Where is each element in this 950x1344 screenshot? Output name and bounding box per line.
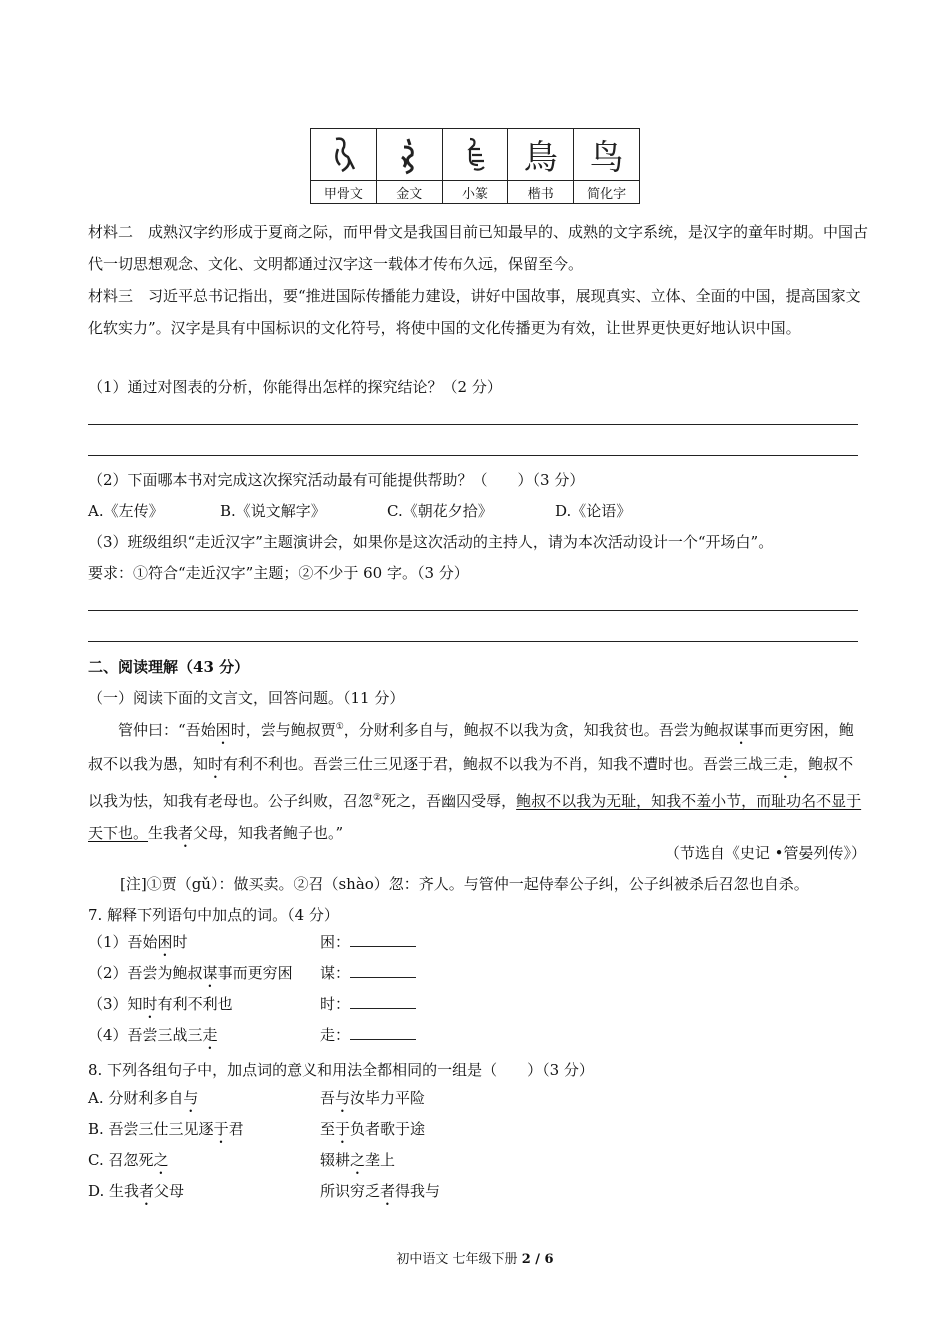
question-3-line1: （3）班级组织“走近汉字”主题演讲会，如果你是这次活动的主持人，请为本次活动设计一个“开场白”。 — [88, 533, 774, 551]
q7-answer[interactable]: 困： — [320, 932, 416, 952]
bronze-bird-glyph — [377, 129, 442, 180]
char-label: 甲骨文 — [311, 180, 376, 203]
question-1: （1）通过对图表的分析，你能得出怎样的探究结论？（2 分） — [88, 378, 502, 396]
question-2: （2）下面哪本书对完成这次探究活动最有可能提供帮助？（ ）（3 分） — [88, 471, 585, 489]
char-cell — [574, 129, 639, 203]
oracle-bone-bird-glyph — [311, 129, 376, 180]
underlined-sentence: 鲍叔不以我为无耻，知我不羞小节，而耻功名不显于天下也。 — [88, 792, 862, 842]
regular-script-bird-glyph: 鳥 — [523, 138, 558, 178]
q2-option-b[interactable]: B.《说文解字》 — [220, 502, 326, 520]
page-footer — [0, 1248, 950, 1267]
q8-option-b[interactable]: B. 吾尝三仕三见逐于君 — [88, 1120, 244, 1138]
answer-blank — [350, 994, 416, 1009]
seal-bird-glyph — [443, 129, 508, 180]
material-two: 材料二 成熟汉字约形成于夏商之际，而甲骨文是我国目前已知最早的、成熟的文字系统，是汉字的童年时期。中国古代一切思想观念、文化、文明都通过汉字这一载体才传布久远，保留至今。 — [88, 223, 869, 273]
char-label: 简化字 — [574, 180, 639, 203]
subsection-1-title: （一）阅读下面的文言文，回答问题。（11 分） — [88, 689, 405, 707]
q2-option-d[interactable]: D.《论语》 — [555, 502, 632, 520]
page-number: 2 / 6 — [521, 1252, 554, 1267]
q8-option-c-pair: 辍耕之垄上 — [320, 1151, 396, 1169]
annotation-note: [注]①贾（gǔ）：做买卖。②召（shào）忽：齐人。与管仲一起侍奉公子纠，公子纠被杀后召忽也自杀。 — [120, 875, 809, 893]
q8-option-a-pair: 吾与汝毕力平险 — [320, 1089, 426, 1107]
char-cell — [311, 129, 377, 203]
q7-item: （3）知时有利不利也 — [88, 995, 233, 1013]
answer-line[interactable] — [88, 610, 858, 611]
char-cell — [443, 129, 509, 203]
source-citation: （节选自《史记 •管晏列传》） — [664, 844, 866, 862]
char-label: 小篆 — [443, 180, 508, 203]
q2-option-c[interactable]: C.《朝花夕拾》 — [387, 502, 493, 520]
q7-item: （4）吾尝三战三走 — [88, 1026, 218, 1044]
answer-blank — [350, 932, 416, 947]
char-cell — [508, 129, 574, 203]
answer-line[interactable] — [88, 455, 858, 456]
char-label: 楷书 — [508, 180, 573, 203]
section-2-title: 二、阅读理解（43 分） — [88, 658, 250, 676]
q7-answer[interactable]: 谋： — [320, 963, 416, 983]
q8-option-d-pair: 所识穷乏者得我与 — [320, 1182, 441, 1200]
answer-line[interactable] — [88, 424, 858, 425]
answer-line[interactable] — [88, 641, 858, 642]
footer-title: 初中语文 七年级下册 — [396, 1252, 518, 1267]
answer-blank — [350, 1025, 416, 1040]
char-cell — [377, 129, 443, 203]
q8-option-b-pair: 至于负者歌于途 — [320, 1120, 426, 1138]
char-label: 金文 — [377, 180, 442, 203]
simplified-bird-glyph: 鸟 — [589, 138, 624, 178]
q8-option-a[interactable]: A. 分财利多自与 — [88, 1089, 199, 1107]
question-8-title: 8. 下列各组句子中，加点词的意义和用法全都相同的一组是（ ）（3 分） — [88, 1061, 594, 1079]
question-3-line2: 要求：①符合“走近汉字”主题；②不少于 60 字。（3 分） — [88, 564, 469, 582]
classical-passage: 管仲曰：“吾始困时，尝与鲍叔贾①，分财利多自与，鲍叔不以我为贪，知我贫也。吾尝为鲍叔谋事而更穷困，鲍叔不以我为愚，知时有利不利也。吾尝三仕三见逐于君，鲍叔不以我为不肖，知我不遭时也。吾尝三战三走，鲍叔不以我为怯，知我有老母也。公子纠败，召忽②死之，吾幽囚受辱，鲍叔不以我为无耻，知我不羞小节，而耻功名不显于天下也。生我者父母，知我者鲍子也。” — [88, 721, 862, 842]
q7-item: （2）吾尝为鲍叔谋事而更穷困 — [88, 964, 293, 982]
character-evolution-table — [310, 128, 640, 204]
q7-answer[interactable]: 走： — [320, 1025, 416, 1045]
answer-blank — [350, 963, 416, 978]
material-three: 材料三 习近平总书记指出，要“推进国际传播能力建设，讲好中国故事，展现真实、立体、全面的中国，提高国家文化软实力”。汉字是具有中国标识的文化符号，将使中国的文化传播更为有效，让世界更快更好地认识中国。 — [88, 287, 861, 337]
q2-option-a[interactable]: A.《左传》 — [88, 502, 164, 520]
q8-option-d[interactable]: D. 生我者父母 — [88, 1182, 185, 1200]
q8-option-c[interactable]: C. 召忽死之 — [88, 1151, 169, 1169]
q7-answer[interactable]: 时： — [320, 994, 416, 1014]
question-7-title: 7. 解释下列语句中加点的词。（4 分） — [88, 906, 339, 924]
q7-item: （1）吾始困时 — [88, 933, 188, 951]
